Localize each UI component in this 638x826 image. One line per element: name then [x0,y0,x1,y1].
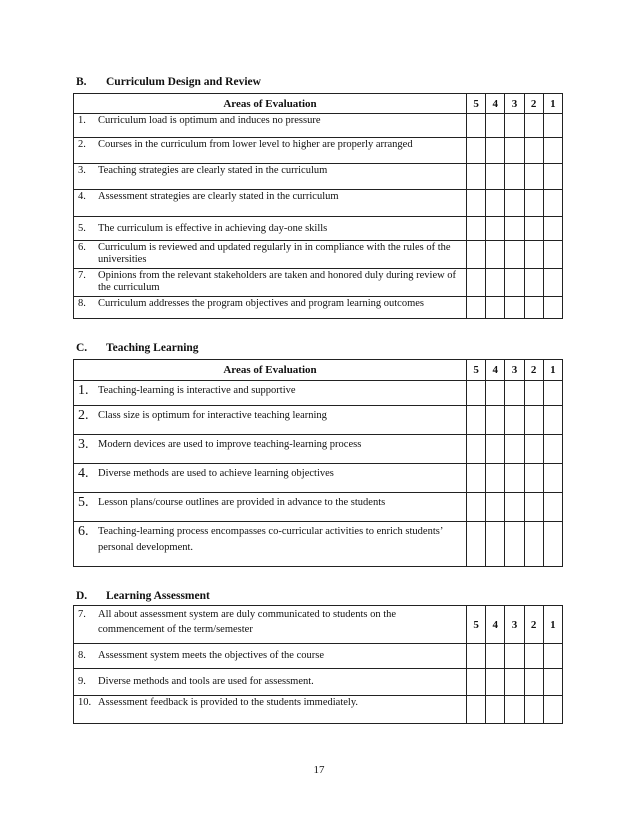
item-number: 8. [78,298,86,309]
item-text: Class size is optimum for interactive teaching learning [98,410,327,421]
item-text: Assessment feedback is provided to the students immediately. [98,697,359,708]
rating-cell[interactable] [524,464,543,493]
rating-cell[interactable] [467,190,486,217]
rating-cell[interactable] [467,696,486,724]
rating-cell[interactable] [524,114,543,138]
rating-cell[interactable] [543,381,562,406]
item-text: Courses in the curriculum from lower level to higher are properly arranged [98,139,413,150]
rating-cell[interactable] [505,269,524,297]
rating-cell[interactable] [524,406,543,435]
rating-cell[interactable] [467,297,486,319]
rating-cell[interactable] [524,190,543,217]
page-number: 17 [313,764,325,776]
item-number: 4. [78,466,89,481]
rating-cell[interactable] [486,644,505,669]
item-text: Curriculum load is optimum and induces no pressure [98,115,321,126]
rating-cell[interactable] [486,493,505,522]
rating-cell[interactable] [524,381,543,406]
rating-cell[interactable] [524,522,543,567]
score-3-header: 3 [505,360,524,381]
rating-cell[interactable] [505,114,524,138]
rating-cell[interactable] [486,114,505,138]
item-text: Teaching-learning is interactive and supportive [98,385,296,396]
rating-cell[interactable] [543,114,562,138]
item-text: Assessment strategies are clearly stated in the curriculum [98,191,339,202]
score-4-header: 4 [486,94,505,114]
rating-cell[interactable] [467,241,486,269]
score-2-header: 2 [524,606,543,644]
rating-cell[interactable] [467,522,486,567]
rating-cell[interactable] [543,138,562,164]
table-row [74,381,563,406]
rating-cell[interactable] [467,381,486,406]
rating-cell[interactable] [467,269,486,297]
rating-cell[interactable] [505,164,524,190]
table-row [74,241,563,269]
item-text: Lesson plans/course outlines are provided in advance to the students [98,497,386,508]
item-text: Curriculum addresses the program objectives and program learning outcomes [98,298,424,309]
rating-cell[interactable] [486,464,505,493]
rating-cell[interactable] [524,644,543,669]
rating-cell[interactable] [543,493,562,522]
rating-cell[interactable] [486,138,505,164]
rating-cell[interactable] [543,669,562,696]
assessment-table [73,605,563,724]
rating-cell[interactable] [467,406,486,435]
rating-cell[interactable] [543,464,562,493]
areas-header: Areas of Evaluation [74,360,467,381]
item-number: 7. [78,270,86,281]
item-number: 3. [78,165,86,176]
table-row [74,217,563,241]
rating-cell[interactable] [524,138,543,164]
rating-cell[interactable] [505,190,524,217]
rating-cell[interactable] [524,696,543,724]
item-number: 1. [78,115,86,126]
rating-cell[interactable] [524,493,543,522]
rating-cell[interactable] [543,190,562,217]
item-text: Opinions from the relevant stakeholders are taken and honored duly during review of the curriculum [98,270,457,293]
item-text: All about assessment system are duly communicated to students on the commencement of the term/semester [98,609,397,635]
rating-cell[interactable] [505,669,524,696]
rating-cell[interactable] [524,241,543,269]
item-number: 3. [78,437,89,452]
rating-cell[interactable] [486,241,505,269]
rating-cell[interactable] [543,696,562,724]
curriculum-table [73,93,563,319]
table-header-row [74,94,563,114]
rating-cell[interactable] [505,644,524,669]
rating-cell[interactable] [524,164,543,190]
rating-cell[interactable] [524,269,543,297]
table-row [74,644,563,669]
table-row [74,522,563,567]
rating-cell[interactable] [543,241,562,269]
rating-cell[interactable] [486,381,505,406]
section-heading: Teaching Learning [106,342,199,354]
table-row [74,696,563,724]
rating-cell[interactable] [543,644,562,669]
table-row [74,493,563,522]
table-row [74,435,563,464]
score-1-header: 1 [543,94,562,114]
table-row [74,464,563,493]
table-row [74,269,563,297]
table-header-row [74,360,563,381]
rating-cell[interactable] [524,669,543,696]
section-heading: Learning Assessment [106,590,210,602]
section-letter: D. [76,590,88,602]
score-4-header: 4 [486,360,505,381]
rating-cell[interactable] [467,138,486,164]
rating-cell[interactable] [543,297,562,319]
item-number: 5. [78,495,89,510]
score-2-header: 2 [524,94,543,114]
item-text: Modern devices are used to improve teaching-learning process [98,439,362,450]
table-row [74,669,563,696]
rating-cell[interactable] [505,297,524,319]
rating-cell[interactable] [486,669,505,696]
rating-cell[interactable] [505,464,524,493]
rating-cell[interactable] [467,217,486,241]
score-1-header: 1 [543,606,562,644]
section-letter: C. [76,342,88,354]
section-c-title [76,342,199,354]
rating-cell[interactable] [467,435,486,464]
rating-cell[interactable] [467,644,486,669]
rating-cell[interactable] [505,406,524,435]
table-row [74,606,563,644]
item-number: 2. [78,139,86,150]
rating-cell[interactable] [543,406,562,435]
item-number: 6. [78,524,89,539]
teaching-table [73,359,563,567]
item-number: 5. [78,222,86,234]
rating-cell[interactable] [524,217,543,241]
score-4-header: 4 [486,606,505,644]
item-number: 10. [78,697,92,708]
score-3-header: 3 [505,94,524,114]
rating-cell[interactable] [543,435,562,464]
rating-cell[interactable] [486,522,505,567]
table-row [74,297,563,319]
rating-cell[interactable] [543,269,562,297]
rating-cell[interactable] [505,217,524,241]
rating-cell[interactable] [486,217,505,241]
score-2-header: 2 [524,360,543,381]
rating-cell[interactable] [505,696,524,724]
item-number: 8. [78,650,86,661]
score-5-header: 5 [467,606,486,644]
rating-cell[interactable] [524,435,543,464]
rating-cell[interactable] [467,493,486,522]
score-5-header: 5 [467,360,486,381]
rating-cell[interactable] [543,522,562,567]
rating-cell[interactable] [467,164,486,190]
item-number: 2. [78,408,89,423]
rating-cell[interactable] [543,217,562,241]
table-row [74,164,563,190]
item-number: 7. [78,609,86,620]
table-row [74,190,563,217]
rating-cell[interactable] [486,164,505,190]
rating-cell[interactable] [486,297,505,319]
item-text: Assessment system meets the objectives of the course [98,650,324,661]
item-number: 1. [78,383,89,398]
section-d-title [76,590,210,602]
item-text: Diverse methods are used to achieve learning objectives [98,468,334,479]
item-text: Teaching-learning process encompasses co-curricular activities to enrich students’ personal development. [98,526,443,553]
item-text: Diverse methods and tools are used for assessment. [98,676,314,687]
score-5-header: 5 [467,94,486,114]
areas-header: Areas of Evaluation [74,94,467,114]
table-row [74,114,563,138]
item-text: The curriculum is effective in achieving day-one skills [98,222,328,234]
item-number: 9. [78,676,86,687]
rating-cell[interactable] [467,114,486,138]
rating-cell[interactable] [505,435,524,464]
rating-cell[interactable] [505,241,524,269]
rating-cell[interactable] [505,522,524,567]
item-text: Teaching strategies are clearly stated in the curriculum [98,165,328,176]
item-text: Curriculum is reviewed and updated regularly in in compliance with the rules of the universities [98,242,451,265]
rating-cell[interactable] [543,164,562,190]
rating-cell[interactable] [467,669,486,696]
rating-cell[interactable] [505,381,524,406]
rating-cell[interactable] [467,464,486,493]
rating-cell[interactable] [486,190,505,217]
rating-cell[interactable] [505,493,524,522]
section-heading: Curriculum Design and Review [106,76,261,88]
table-row [74,138,563,164]
table-row [74,406,563,435]
section-b-title [76,76,261,88]
rating-cell[interactable] [524,297,543,319]
item-number: 6. [78,242,86,253]
score-1-header: 1 [543,360,562,381]
rating-cell[interactable] [505,138,524,164]
section-letter: B. [76,76,87,88]
item-number: 4. [78,191,86,202]
score-3-header: 3 [505,606,524,644]
rating-cell[interactable] [486,406,505,435]
rating-cell[interactable] [486,435,505,464]
rating-cell[interactable] [486,696,505,724]
rating-cell[interactable] [486,269,505,297]
